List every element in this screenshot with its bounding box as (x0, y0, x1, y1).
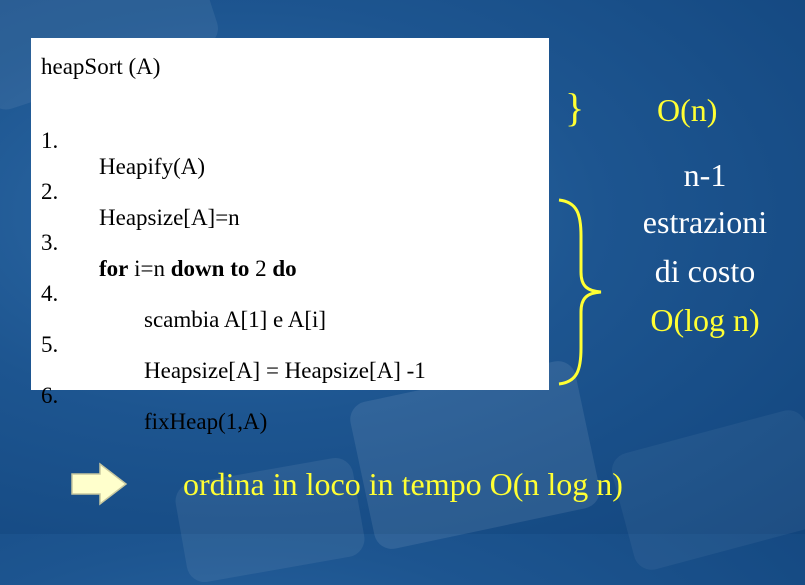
heapify-cost: O(n) (657, 92, 718, 128)
keyword-down-to: down to (170, 256, 250, 281)
pseudocode-box (31, 38, 549, 434)
code-line-6 (31, 357, 268, 461)
line-number: 3. (41, 230, 59, 255)
line-text: fixHeap(1,A) (144, 409, 268, 434)
line-text: Heapify(A) (99, 154, 206, 179)
conclusion-text: ordina in loco in tempo O(n log n) (183, 466, 623, 502)
loop-end: 2 (249, 256, 273, 281)
line-number: 2. (41, 179, 59, 204)
loop-word-di-costo: di costo (654, 253, 756, 289)
line-number: 1. (41, 128, 59, 153)
keyword-for: for (99, 256, 129, 281)
line-text: Heapsize[A] = Heapsize[A] -1 (144, 358, 426, 383)
line-text (99, 256, 297, 282)
loop-init: i=n (128, 256, 171, 281)
line-text: scambia A[1] e A[i] (144, 307, 327, 332)
loop-count: n-1 (683, 157, 727, 193)
arrow-right-icon (70, 462, 128, 506)
loop-word-estrazioni: estrazioni (642, 204, 768, 240)
line-text: Heapsize[A]=n (99, 205, 240, 230)
code-title: heapSort (A) (41, 54, 161, 79)
keyword-do: do (272, 256, 297, 281)
line-number: 4. (41, 281, 59, 306)
large-brace (555, 196, 605, 388)
small-brace: } (565, 85, 585, 130)
background-key (608, 406, 805, 574)
line-number: 5. (41, 332, 59, 357)
line-number: 6. (41, 383, 59, 408)
loop-cost: O(log n) (650, 302, 760, 338)
